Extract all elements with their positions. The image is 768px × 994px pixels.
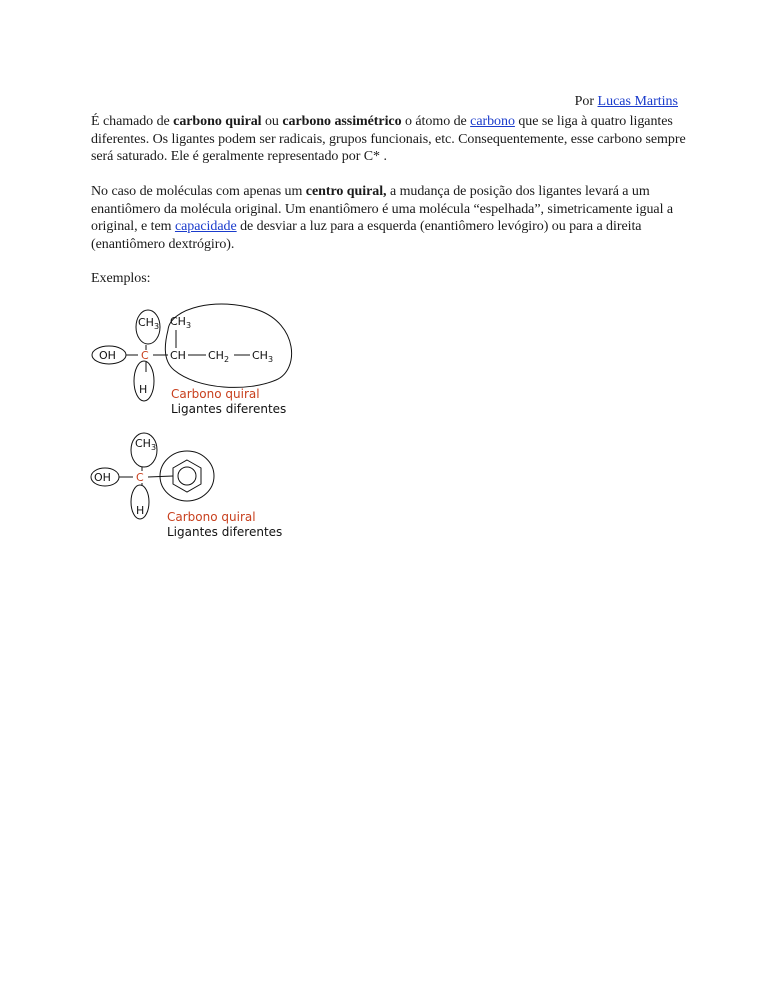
examples-label: Exemplos: bbox=[91, 271, 151, 286]
byline bbox=[575, 93, 678, 110]
author-link[interactable]: Lucas Martins bbox=[597, 94, 678, 109]
benzene-ring bbox=[173, 460, 201, 492]
benzene-aromatic-circle bbox=[178, 467, 196, 485]
ch2-label: $CH_2$ bbox=[208, 349, 230, 364]
bold-term-carbono-assimetrico: carbono assimétrico bbox=[282, 114, 402, 129]
h-label: H bbox=[136, 504, 145, 517]
bold-term-centro-quiral: centro quiral, bbox=[305, 184, 387, 199]
ch3-label: $CH_3$ bbox=[138, 316, 160, 331]
caption-chiral-carbon: Carbono quiral bbox=[171, 387, 260, 401]
chiral-example-figure-2 bbox=[88, 428, 288, 540]
h-label: H bbox=[139, 383, 148, 396]
chiral-carbon-label: C bbox=[136, 471, 144, 484]
caption-chiral-carbon: Carbono quiral bbox=[167, 510, 256, 524]
ch-label: CH bbox=[170, 349, 186, 362]
caption-different-ligands: Ligantes diferentes bbox=[171, 402, 287, 416]
bold-term-carbono-quiral: carbono quiral bbox=[173, 114, 262, 129]
text-run: o átomo de bbox=[401, 114, 471, 129]
ch3-label: $CH_3$ bbox=[135, 437, 157, 452]
text-run: de desviar a luz para a esquerda (enantiômero levógiro) ou para a direita (enantiômero dextrógiro). bbox=[91, 219, 642, 252]
text-run: que se liga à quatro ligantes diferentes. Os ligantes podem ser radicais, grupos funcionais, etc. Consequentemente, esse carbono sempre será saturado. Ele é geralmente representado por C* . bbox=[91, 114, 686, 164]
paragraph-definition bbox=[91, 113, 691, 166]
capacidade-link[interactable]: capacidade bbox=[174, 219, 237, 234]
text-run: a mudança de posição dos ligantes levará a um enantiômero da molécula original. Um enantiômero é uma molécula “espelhada”, simetricamente igual a original, e tem bbox=[91, 184, 674, 234]
caption-different-ligands: Ligantes diferentes bbox=[167, 525, 283, 539]
chiral-carbon-label: C bbox=[141, 349, 149, 362]
paragraph-enantiomer bbox=[91, 183, 691, 253]
chiral-example-figure-1 bbox=[88, 300, 294, 420]
text-run: ou bbox=[261, 114, 283, 129]
oh-label: OH bbox=[99, 349, 116, 362]
carbono-link[interactable]: carbono bbox=[470, 114, 515, 129]
oh-label: OH bbox=[94, 471, 111, 484]
text-run: É chamado de bbox=[91, 114, 174, 129]
text-run: No caso de moléculas com apenas um bbox=[91, 184, 306, 199]
byline-prefix: Por bbox=[574, 94, 598, 109]
ch3-end-label: $CH_3$ bbox=[252, 349, 274, 364]
ch3-label: $CH_3$ bbox=[170, 315, 192, 330]
